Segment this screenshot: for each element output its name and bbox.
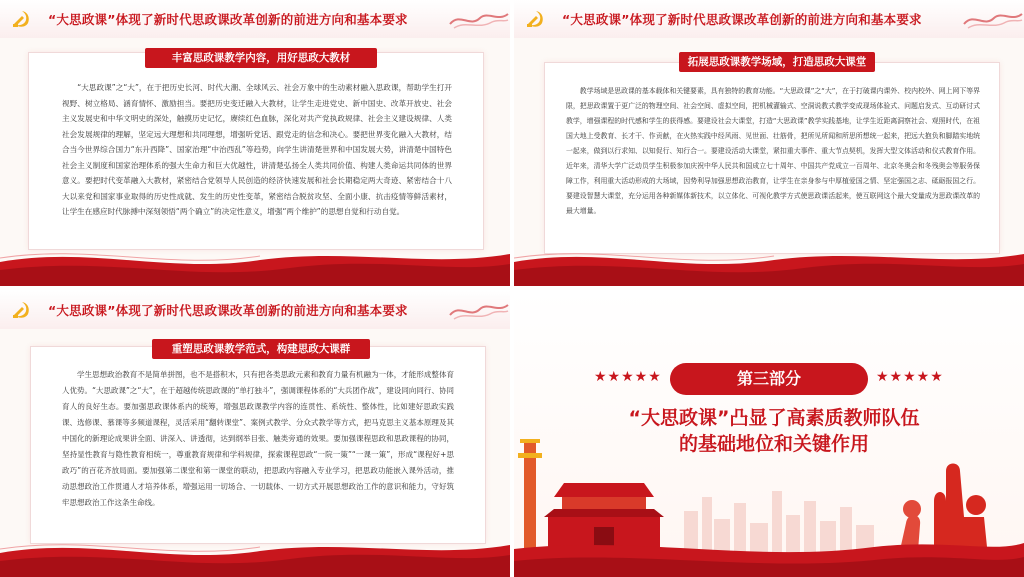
section-banner: 丰富思政课教学内容，用好思政大教材 bbox=[145, 48, 377, 68]
red-flag-wave-icon bbox=[514, 244, 1024, 286]
slide-header bbox=[0, 291, 510, 329]
header-decoration-icon bbox=[962, 6, 1024, 32]
red-flag-wave-icon bbox=[0, 535, 510, 577]
header-decoration-icon bbox=[448, 6, 510, 32]
body-paragraph: 教学场域是思政课的基本载体和关键要素，具有独特的教育功能。“大思政课”之“大”，在于打破课内课外、校内校外、网上网下等界限，把思政课置于更广泛的物理空间、社会空间、虚拟空间，把机械灌输式、空洞说教式教学变成现场体验式、问题启发式、互动研讨式教学，增强课程的时代感和学生的获得感。要建设社会大课堂，打造“大思政课”教学实践基地，让学生近距离洞察社会、观照时代，在祖国大地上受教育、长才干、作贡献，在火热实践中经风雨、见世面、壮筋骨，把所见所闻和所思所想统一起来，把远大抱负和脚踏实地统一起来，做到以行求知、以知促行、知行合一。要建设活动大课堂，紧扣重大事件、重大节点契机，发挥大型文体活动和仪式教育作用。近年来，清华大学广泛动员学生积极参加庆祝中华人民共和国成立七十周年、中国共产党成立一百周年、北京冬奥会和冬残奥会等服务保障工作，利用重大活动形成的大场域，因势利导加强思想政治教育，让学生在亲身参与中厚植爱国之情、坚定强国之志、砥砺报国之行。要建设智慧大课堂，充分运用各种新媒体新技术，以立体化、可视化教学方式使思政课活起来，使互联网这个最大变量成为思政课改革的最大增量。 bbox=[566, 87, 980, 215]
slide-3[interactable] bbox=[0, 291, 510, 577]
slide-header bbox=[514, 0, 1024, 38]
slide-2[interactable] bbox=[514, 0, 1024, 286]
section-title-line-1: “大思政课”凸显了高素质教师队伍 bbox=[628, 407, 920, 429]
party-emblem-icon bbox=[10, 8, 32, 30]
section-banner: 重塑思政课教学范式，构建思政大课群 bbox=[152, 339, 370, 359]
red-flag-wave-icon bbox=[0, 244, 510, 286]
header-title: “大思政课”体现了新时代思政课改革创新的前进方向和基本要求 bbox=[562, 12, 922, 27]
section-label: 第三部分 bbox=[670, 363, 868, 395]
header-decoration-icon bbox=[448, 297, 510, 323]
header-title: “大思政课”体现了新时代思政课改革创新的前进方向和基本要求 bbox=[48, 12, 408, 27]
stars-right: ★★★★★ bbox=[876, 369, 944, 385]
body-paragraph: “大思政课”之“大”，在于把历史长河、时代大潮、全球风云、社会万象中的生动素材融入思政课，帮助学生打开视野、树立格局、涵育情怀、激励担当。要把历史变迁融入大教材，让学生走进党史、新中国史、改革开放史、社会主义发展史和中华文明史的深处，触摸历史记忆，赓续红色血脉，深化对共产党执政规律、社会主义建设规律、人类社会发展规律的理解，坚定远大理想和共同理想，增强听党话、跟党走的信念和决心。要把世界变化融入大教材，结合当今世界综合国力“东升西降”、国家治理“中治西乱”等趋势，向学生讲清楚世界和中国发展大势，讲清楚中国特色社会主义制度和国家治理体系的强大生命力和巨大优越性，讲清楚弘扬全人类共同价值、构建人类命运共同体的世界意义。要把时代变革融入大教材，紧密结合党领导人民创造的经济快速发展和社会长期稳定两大奇迹、紧密结合十八大以来党和国家事业取得的历史性成就、发生的历史性变革，紧密结合脱贫攻坚、全面小康、抗击疫情等鲜活素材，让学生在感应时代脉搏中深刻领悟“两个确立”的决定性意义，增强“两个维护”的思想自觉和行动自觉。 bbox=[62, 83, 452, 216]
party-emblem-icon bbox=[10, 299, 32, 321]
slide-4-section-divider[interactable] bbox=[514, 291, 1024, 577]
slide-1[interactable] bbox=[0, 0, 510, 286]
party-emblem-icon bbox=[524, 8, 546, 30]
stars-left: ★★★★★ bbox=[594, 369, 662, 385]
section-banner: 拓展思政课教学场域，打造思政大课堂 bbox=[679, 52, 875, 72]
slide-header bbox=[0, 0, 510, 38]
tiananmen-illustration-icon bbox=[514, 431, 1024, 577]
body-paragraph: 学生思想政治教育不是简单拼图，也不是搭积木，只有把各类思政元素和教育力量有机融为一体，才能形成整体育人优势。“大思政课”之“大”，在于超越传统思政课的“单打独斗”，强调课程体系的“大兵团作战”，建设同向同行、协同育人的良好生态。要加强思政课体系内的统筹，增强思政课教学内容的连贯性、系统性、整体性，比如建好思政实践课、选修课、慕课等多频道课程，灵活采用“翻转课堂”、案例式教学、分众式教学等方式，把马克思主义基本原理及其中国化的新理论成果讲全面、讲深入、讲透彻，达到纲举目张、触类旁通的效果。要加强课程思政和思政课程的协同，坚持显性教育与隐性教育相统一，尊重教育规律和学科规律，探索课程思政“一院一策”“一课一策”，形成“课程好+思政巧”的百花齐放局面。要加强第二课堂和第一课堂的联动，把思政内容融入专业学习，把思政功能嵌入课外活动，推动思想政治工作贯通人才培养体系，增强运用一切场合、一切载体、一切方式开展思想政治工作的意识和能力，守好筑牢思想政治工作这条生命线。 bbox=[62, 370, 454, 507]
header-title: “大思政课”体现了新时代思政课改革创新的前进方向和基本要求 bbox=[48, 303, 408, 318]
section-title-line-2: 的基础地位和关键作用 bbox=[678, 433, 869, 455]
